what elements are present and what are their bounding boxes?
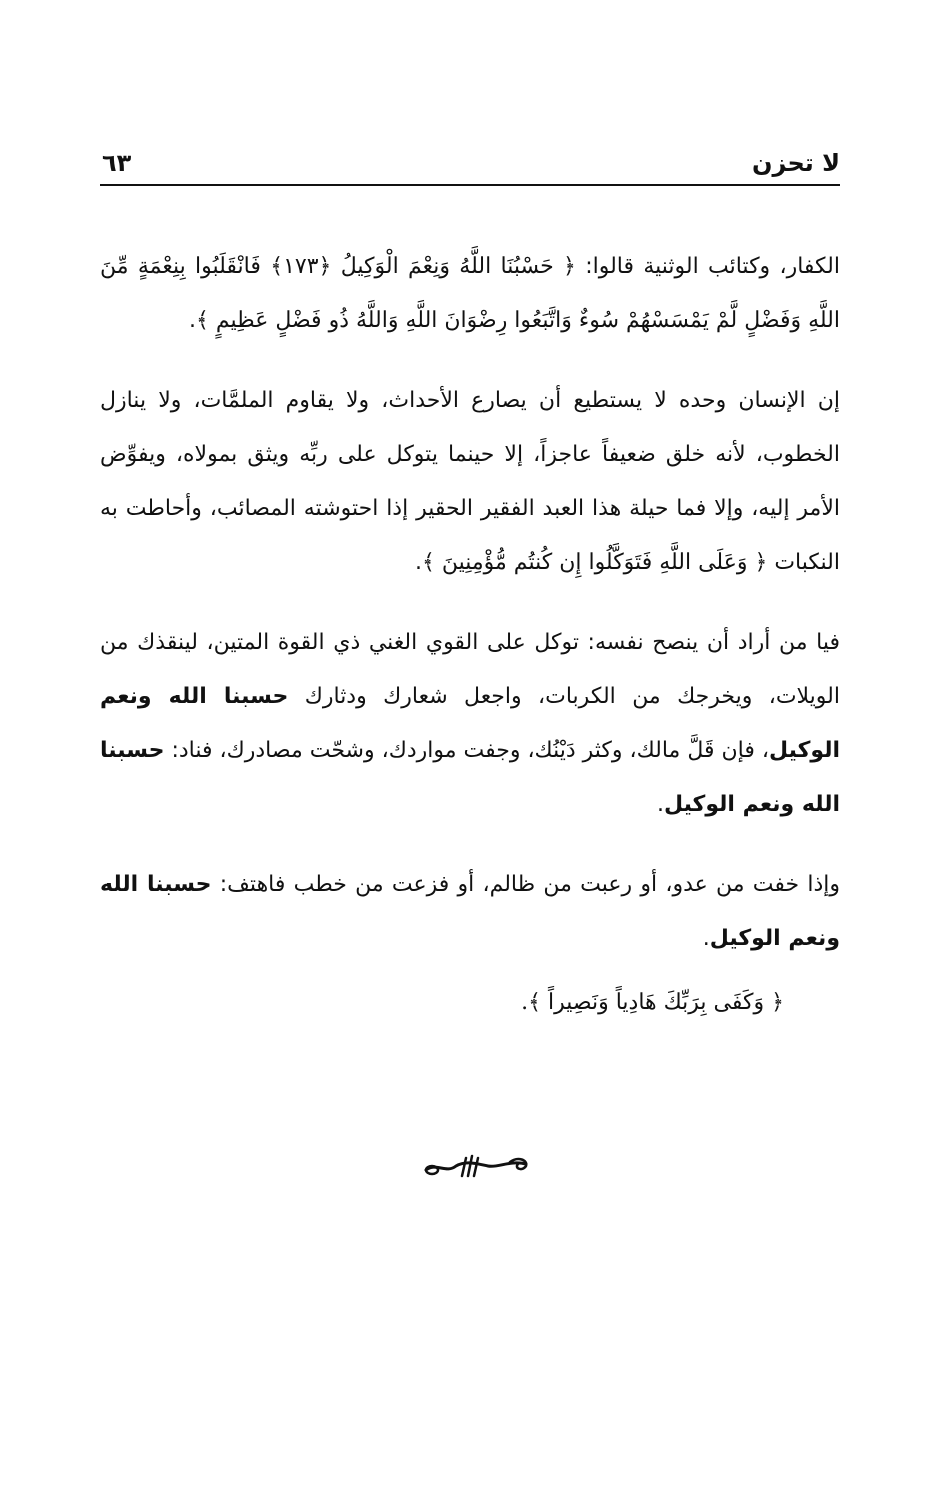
paragraph-4-part1: وإذا خفت من عدو، أو رعبت من ظالم، أو فزعت من خطب فاهتف: (211, 872, 840, 897)
paragraph-4-end: . (702, 926, 710, 951)
quran-quote-3: ﴿ وَكَفَى بِرَبِّكَ هَادِياً وَنَصِيراً ﴾ (528, 990, 784, 1015)
running-title: لا تحزن (752, 149, 840, 177)
paragraph-4 (100, 858, 840, 966)
paragraph-2-end: . (414, 550, 422, 575)
paragraph-3-end: . (656, 792, 664, 817)
text-body (100, 240, 840, 1030)
paragraph-1-intro: الكفار، وكتائب الوثنية قالوا: (575, 254, 840, 279)
paragraph-2-text: إن الإنسان وحده لا يستطيع أن يصارع الأحداث، ولا يقاوم الملمَّات، ولا ينازل الخطوب، لأنه خلق ضعيفاً عاجزاً، إلا حينما يتوكل على ربِّه ويثق بمولاه، ويفوِّض الأمر إليه، وإلا فما حيلة هذا العبد الفقير الحقير إذا احتوشته المصائب، وأحاطت به النكبات (100, 388, 840, 575)
running-header (100, 148, 840, 182)
paragraph-1 (100, 240, 840, 348)
paragraph-3 (100, 616, 840, 832)
header-rule (100, 184, 840, 186)
closing-verse (100, 976, 840, 1030)
paragraph-3-part2: ، فإن قَلَّ مالك، وكثر دَيْنُك، وجفت مواردك، وشحّت مصادرك، فناد: (164, 738, 769, 763)
page-number: ٦٣ (102, 149, 132, 177)
quran-quote-2: ﴿ وَعَلَى اللَّهِ فَتَوَكَّلُوا إِن كُنتُم مُّؤْمِنِينَ ﴾ (421, 550, 768, 575)
paragraph-3-part1: فيا من أراد أن ينصح نفسه: توكل على القوي الغني ذي القوة المتين، لينقذك من الويلات، ويخرجك من الكربات، واجعل شعارك ودثارك (100, 630, 840, 709)
paragraph-2 (100, 374, 840, 590)
hasbuna-phrase-2: حسبنا الله ونعم الوكيل (100, 738, 840, 817)
paragraph-1-end: . (188, 308, 196, 333)
hasbuna-phrase-1: حسبنا الله ونعم الوكيل (100, 684, 840, 763)
quran-quote-1: ﴿ حَسْبُنَا اللَّهُ وَنِعْمَ الْوَكِيلُ ﴿١٧٣﴾ فَانْقَلَبُوا بِنِعْمَةٍ مِّنَ اللَّهِ وَفَضْلٍ لَّمْ يَمْسَسْهُمْ سُوءٌ وَاتَّبَعُوا رِضْوَانَ اللَّهِ وَاللَّهُ ذُو فَضْلٍ عَظِيمٍ ﴾ (100, 254, 840, 333)
flourish-divider-icon (422, 1152, 532, 1180)
closing-verse-end: . (521, 990, 529, 1015)
hasbuna-phrase-3: حسبنا الله ونعم الوكيل (100, 872, 840, 951)
